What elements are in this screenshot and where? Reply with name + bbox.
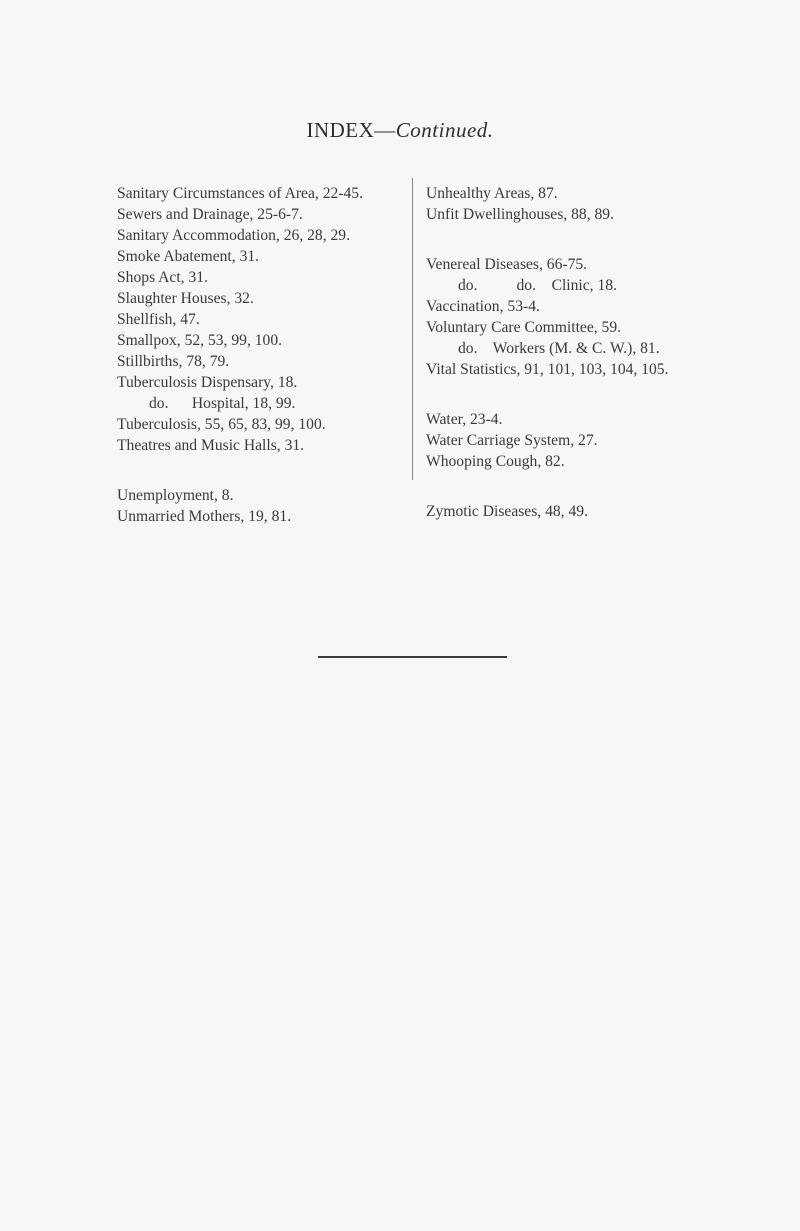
index-entry: Shops Act, 31.	[117, 269, 208, 286]
index-entry: Shellfish, 47.	[117, 311, 200, 328]
index-entry: Theatres and Music Halls, 31.	[117, 437, 305, 454]
spacer	[426, 472, 796, 501]
index-entry: Unfit Dwellinghouses, 88, 89.	[426, 206, 614, 223]
right-index-column	[426, 183, 796, 522]
index-entry: Sewers and Drainage, 25-6-7.	[117, 206, 303, 223]
index-entry: Sanitary Accommodation, 26, 28, 29.	[117, 227, 351, 244]
index-subentry: do. Hospital, 18, 99.	[149, 395, 296, 412]
index-entry: Vital Statistics, 91, 101, 103, 104, 105.	[426, 361, 669, 378]
index-subentry: do. Workers (M. & C. W.), 81.	[458, 340, 660, 357]
index-entry: Venereal Diseases, 66-75.	[426, 256, 588, 273]
index-entry: Smallpox, 52, 53, 99, 100.	[117, 332, 283, 349]
index-entry: Sanitary Circumstances of Area, 22-45.	[117, 185, 363, 202]
index-entry: Unhealthy Areas, 87.	[426, 185, 558, 202]
index-entry: Water Carriage System, 27.	[426, 432, 598, 449]
index-entry: Unemployment, 8.	[117, 487, 234, 504]
index-entry: Vaccination, 53-4.	[426, 298, 540, 315]
index-entry: Smoke Abatement, 31.	[117, 248, 260, 265]
index-entry: Tuberculosis Dispensary, 18.	[117, 374, 298, 391]
index-entry: Water, 23-4.	[426, 411, 503, 428]
index-entry: Zymotic Diseases, 48, 49.	[426, 503, 588, 520]
spacer	[117, 477, 417, 485]
title-italic: Continued.	[395, 118, 494, 142]
spacer	[426, 225, 796, 254]
index-entry: Whooping Cough, 82.	[426, 453, 565, 470]
index-entry: Stillbirths, 78, 79.	[117, 353, 230, 370]
index-entry: Voluntary Care Committee, 59.	[426, 319, 622, 336]
spacer	[426, 380, 796, 409]
left-index-column	[117, 183, 417, 527]
page-title	[0, 118, 800, 143]
closing-rule	[318, 656, 507, 658]
spacer	[117, 456, 417, 477]
index-entry: Unmarried Mothers, 19, 81.	[117, 508, 292, 525]
title-main: INDEX—	[306, 118, 396, 142]
index-entry: Slaughter Houses, 32.	[117, 290, 254, 307]
index-entry: Tuberculosis, 55, 65, 83, 99, 100.	[117, 416, 326, 433]
index-subentry: do. do. Clinic, 18.	[458, 277, 617, 294]
